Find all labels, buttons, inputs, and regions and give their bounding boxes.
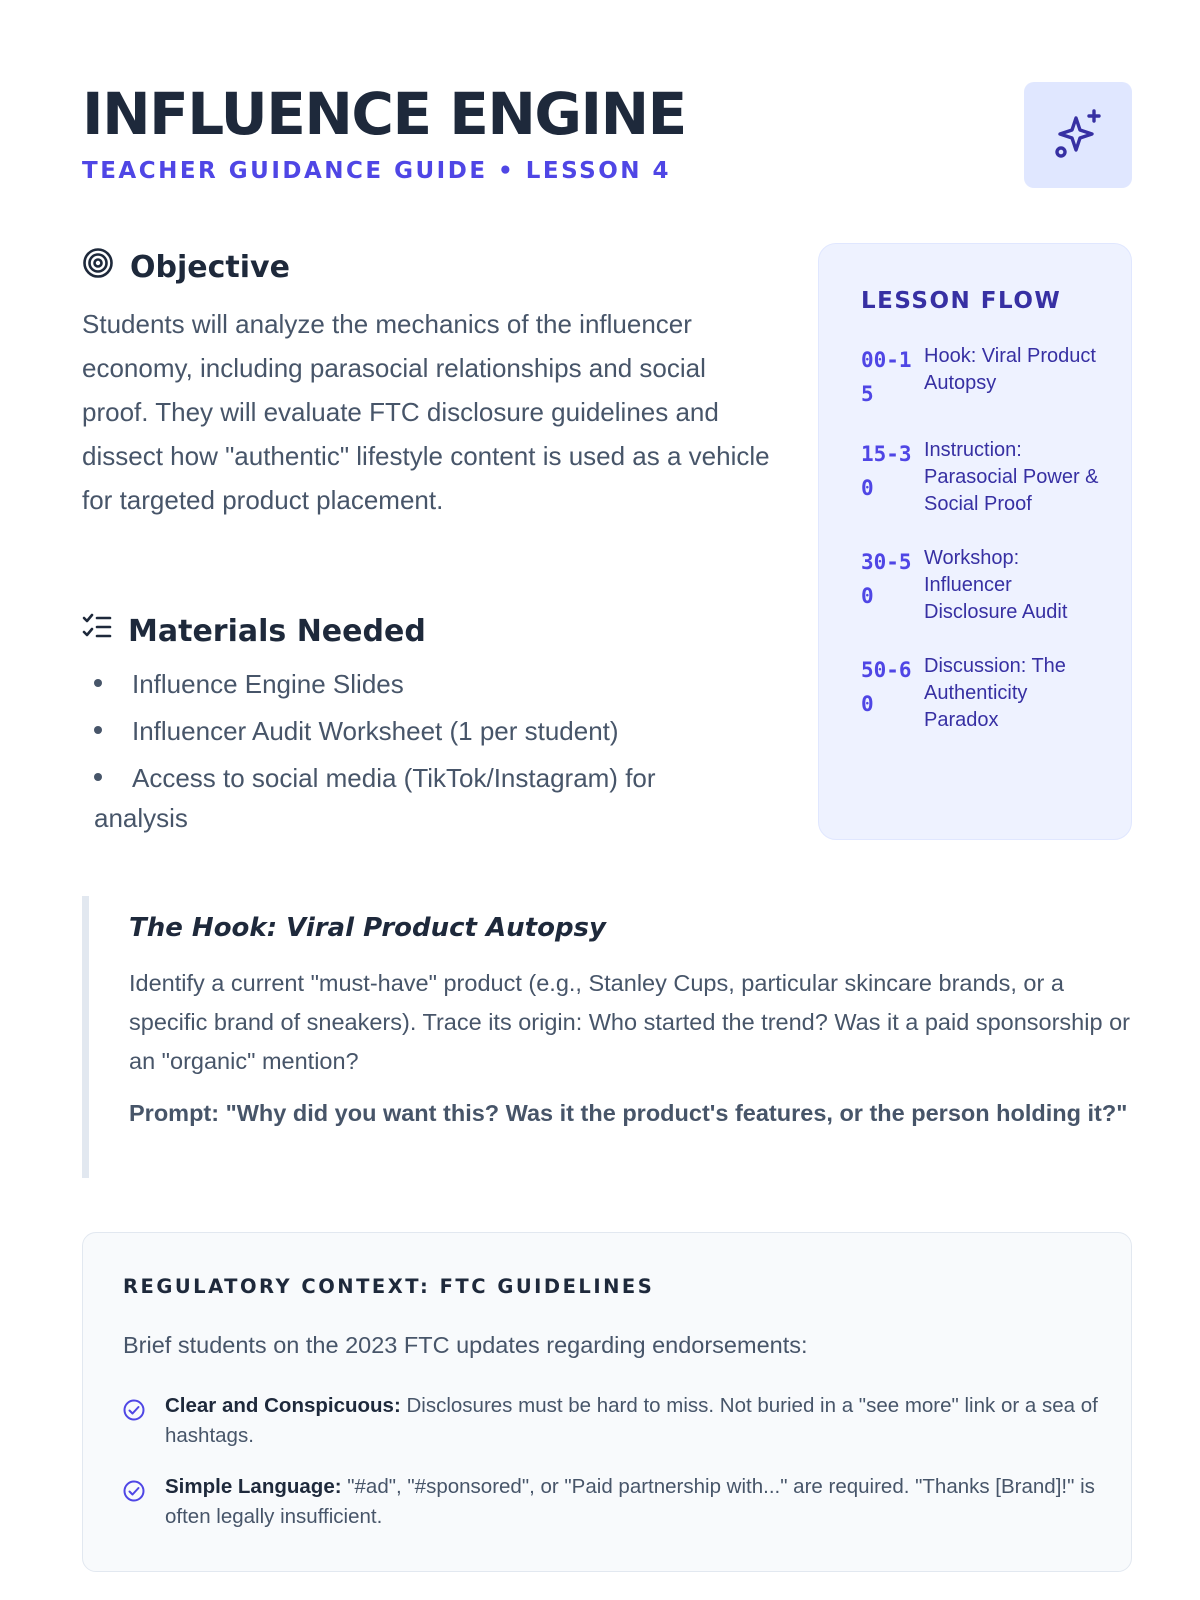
regulatory-title: REGULATORY CONTEXT: FTC GUIDELINES bbox=[123, 1275, 655, 1298]
page-subtitle: TEACHER GUIDANCE GUIDE • LESSON 4 bbox=[82, 158, 672, 184]
flow-activity: Instruction: Parasocial Power & Social Proof bbox=[924, 439, 1099, 515]
regulatory-item bbox=[123, 1472, 1103, 1532]
regulatory-item-label: Clear and Conspicuous: bbox=[165, 1394, 401, 1417]
regulatory-item bbox=[123, 1391, 1103, 1451]
flow-time: 50-60 bbox=[861, 658, 912, 716]
lesson-flow-row bbox=[861, 545, 1111, 626]
checklist-icon bbox=[82, 613, 128, 650]
objective-text: Students will analyze the mechanics of the influencer economy, including parasocial relationships and social proof. They will evaluate FTC disclosure guidelines and dissect how "authentic" lifestyle content is used as a vehicle for targeted product placement. bbox=[82, 309, 770, 515]
check-circle-icon bbox=[123, 1391, 165, 1451]
list-item: Access to social media (TikTok/Instagram) for analysis bbox=[94, 763, 656, 833]
regulatory-item-label: Simple Language: bbox=[165, 1475, 342, 1498]
objective-heading bbox=[82, 247, 290, 288]
flow-time: 30-50 bbox=[861, 550, 912, 608]
lesson-flow-row bbox=[861, 653, 1111, 734]
sparkles-icon bbox=[1051, 106, 1105, 165]
regulatory-card bbox=[82, 1232, 1132, 1572]
hook-callout bbox=[82, 896, 1132, 1178]
hook-prompt: Prompt: "Why did you want this? Was it the product's features, or the person holding it?" bbox=[129, 1100, 1128, 1126]
materials-list bbox=[82, 664, 742, 845]
flow-activity: Workshop: Influencer Disclosure Audit bbox=[924, 547, 1068, 623]
list-item: Influencer Audit Worksheet (1 per student) bbox=[82, 711, 742, 751]
brand-badge bbox=[1024, 82, 1132, 188]
hook-title: The Hook: Viral Product Autopsy bbox=[129, 913, 606, 943]
regulatory-item-text: "#ad", "#sponsored", or "Paid partnership with..." are required. "Thanks [Brand]!" is often legally insufficient. bbox=[165, 1475, 1095, 1528]
bullet bbox=[94, 726, 102, 734]
lesson-flow-card bbox=[818, 243, 1132, 840]
page-title: INFLUENCE ENGINE bbox=[82, 80, 686, 148]
list-item: Influence Engine Slides bbox=[82, 664, 742, 704]
materials-heading-label: Materials Needed bbox=[128, 613, 426, 649]
flow-activity: Hook: Viral Product Autopsy bbox=[924, 345, 1096, 394]
regulatory-item-text: Disclosures must be hard to miss. Not buried in a "see more" link or a sea of hashtags. bbox=[165, 1394, 1098, 1447]
target-icon bbox=[82, 247, 130, 288]
check-circle-icon bbox=[123, 1472, 165, 1532]
bullet bbox=[94, 773, 102, 781]
lesson-flow-row bbox=[861, 343, 1111, 411]
hook-text: Identify a current "must-have" product (e.g., Stanley Cups, particular skincare brands, or a specific brand of sneakers). Trace its origin: Who started the trend? Was it a paid sponsorship or an "organic" mention? bbox=[129, 970, 1130, 1074]
flow-activity: Discussion: The Authenticity Paradox bbox=[924, 655, 1066, 731]
materials-heading bbox=[82, 613, 426, 650]
objective-heading-label: Objective bbox=[130, 249, 290, 285]
lesson-flow-title: LESSON FLOW bbox=[861, 288, 1062, 314]
flow-time: 00-15 bbox=[861, 348, 912, 406]
flow-time: 15-30 bbox=[861, 442, 912, 500]
bullet bbox=[94, 679, 102, 687]
regulatory-intro: Brief students on the 2023 FTC updates regarding endorsements: bbox=[123, 1332, 808, 1358]
lesson-flow-row bbox=[861, 437, 1111, 518]
